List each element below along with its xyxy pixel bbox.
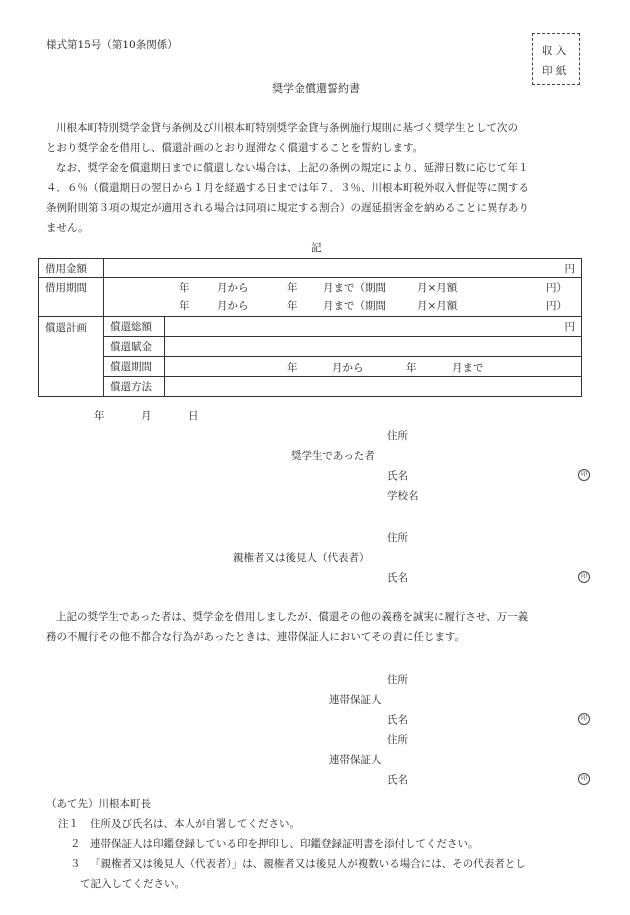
seal-mark-icon: 印 <box>578 469 590 481</box>
student-address-label: 住所 <box>387 430 408 442</box>
period-monthly: 月×月額 <box>417 300 458 312</box>
note1-text: 住所及び氏名は、本人が自署してください。 <box>90 818 300 830</box>
guarantor2-address-label: 住所 <box>387 734 408 746</box>
guarantee-line2: 務の不履行その他不都合な行為があったときは、連帯保証人においてその責に任じます。 <box>46 631 466 643</box>
guardian-name-label: 氏名 <box>387 572 408 584</box>
seal-mark-icon: 印 <box>578 571 590 583</box>
period-to: 月まで（期間 <box>323 300 386 312</box>
guarantor1-role-label: 連帯保証人 <box>329 694 382 706</box>
repay-period-field[interactable] <box>165 357 582 377</box>
repay-method-field[interactable] <box>165 377 582 397</box>
period-year2: 年 <box>287 282 298 294</box>
guardian-role-label: 親権者又は後見人（代表者） <box>233 552 370 564</box>
student-name-label: 氏名 <box>387 470 408 482</box>
guarantor2-role-label: 連帯保証人 <box>329 754 382 766</box>
period-yen: 円） <box>546 282 567 294</box>
note3-num: ３ <box>70 858 81 870</box>
para2-line4: ません。 <box>46 222 89 234</box>
guardian-address-label: 住所 <box>387 532 408 544</box>
seal-mark-icon: 印 <box>578 713 590 725</box>
period-from: 月から <box>217 300 249 312</box>
repay-plan-label: 償還計画 <box>39 317 104 397</box>
period-from: 月から <box>217 282 249 294</box>
stamp-label-line2: 印 紙 <box>542 65 567 77</box>
repay-year: 年 <box>287 362 298 374</box>
repay-period-label: 償還期間 <box>104 357 165 377</box>
period-yen: 円） <box>546 300 567 312</box>
loan-period-field[interactable] <box>104 278 582 317</box>
repay-installment-field[interactable] <box>165 337 582 357</box>
loan-period-row-2 <box>104 297 581 316</box>
repay-year2: 年 <box>406 362 417 374</box>
repay-total-field[interactable] <box>165 317 582 337</box>
form-number: 様式第15号（第10条関係） <box>46 39 178 51</box>
loan-period-label: 借用期間 <box>39 278 104 317</box>
loan-table <box>38 258 582 397</box>
period-year: 年 <box>179 300 190 312</box>
seal-mark-icon: 印 <box>578 773 590 785</box>
para1-line2: とおり奨学金を借用し、償還計画のとおり遅滞なく償還することを誓約します。 <box>46 142 424 154</box>
stamp-label-line1: 収 入 <box>542 45 567 57</box>
loan-amount-label: 借用金額 <box>39 259 104 278</box>
guarantor1-name-label: 氏名 <box>387 714 408 726</box>
guarantor1-address-label: 住所 <box>387 674 408 686</box>
repay-method-label: 償還方法 <box>104 377 165 397</box>
revenue-stamp-box <box>532 33 580 85</box>
period-year: 年 <box>179 282 190 294</box>
student-school-label: 学校名 <box>387 490 419 502</box>
loan-period-row-1 <box>104 278 581 297</box>
period-year2: 年 <box>287 300 298 312</box>
addressee: （あて先）川根本町長 <box>46 798 151 810</box>
date-month: 月 <box>141 410 152 422</box>
note3-text-line2: て記入してください。 <box>80 878 185 890</box>
para2-line2: ４．６％（償還期日の翌日から１月を経過する日までは年７．３％、川根本町税外収入督促等に関する <box>46 182 529 194</box>
date-day: 日 <box>188 410 199 422</box>
note3-text-line1: 「親権者又は後見人（代表者）」は、親権者又は後見人が複数いる場合には、その代表者とし <box>90 858 526 870</box>
para2-line3: 条例附則第３項の規定が適用される場合は同項に規定する割合）の遅延損害金を納めることに異存あり <box>46 202 529 214</box>
loan-amount-field[interactable] <box>104 259 582 278</box>
repay-from: 月から <box>332 362 364 374</box>
guarantee-line1: 上記の奨学生であった者は、奨学金を借用しましたが、償還その他の義務を誠実に履行させ、万一義 <box>56 611 529 623</box>
para2-line1: なお、奨学金を償還期日までに償還しない場合は、上記の条例の規定により、延滞日数に応じて年１ <box>56 162 529 174</box>
document-title: 奨学金償還誓約書 <box>272 82 360 95</box>
guarantor2-name-label: 氏名 <box>387 774 408 786</box>
period-monthly: 月×月額 <box>417 282 458 294</box>
repay-installment-label: 償還賦金 <box>104 337 165 357</box>
repay-total-label: 償還総額 <box>104 317 165 337</box>
loan-amount-yen: 円 <box>564 262 575 275</box>
para1-line1: 川根本町特別奨学金貸与条例及び川根本町特別奨学金貸与条例施行規則に基づく奨学生として次の <box>56 122 518 134</box>
note2-text: 連帯保証人は印鑑登録している印を押印し、印鑑登録証明書を添付してください。 <box>90 838 479 850</box>
period-to: 月まで（期間 <box>323 282 386 294</box>
note1-prefix: 注１ <box>58 818 79 830</box>
date-year: 年 <box>94 410 105 422</box>
repay-to: 月まで <box>452 362 484 374</box>
note2-num: ２ <box>70 838 81 850</box>
ki-heading: 記 <box>311 242 322 254</box>
student-role-label: 奨学生であった者 <box>291 450 375 462</box>
repay-total-yen: 円 <box>564 321 575 333</box>
